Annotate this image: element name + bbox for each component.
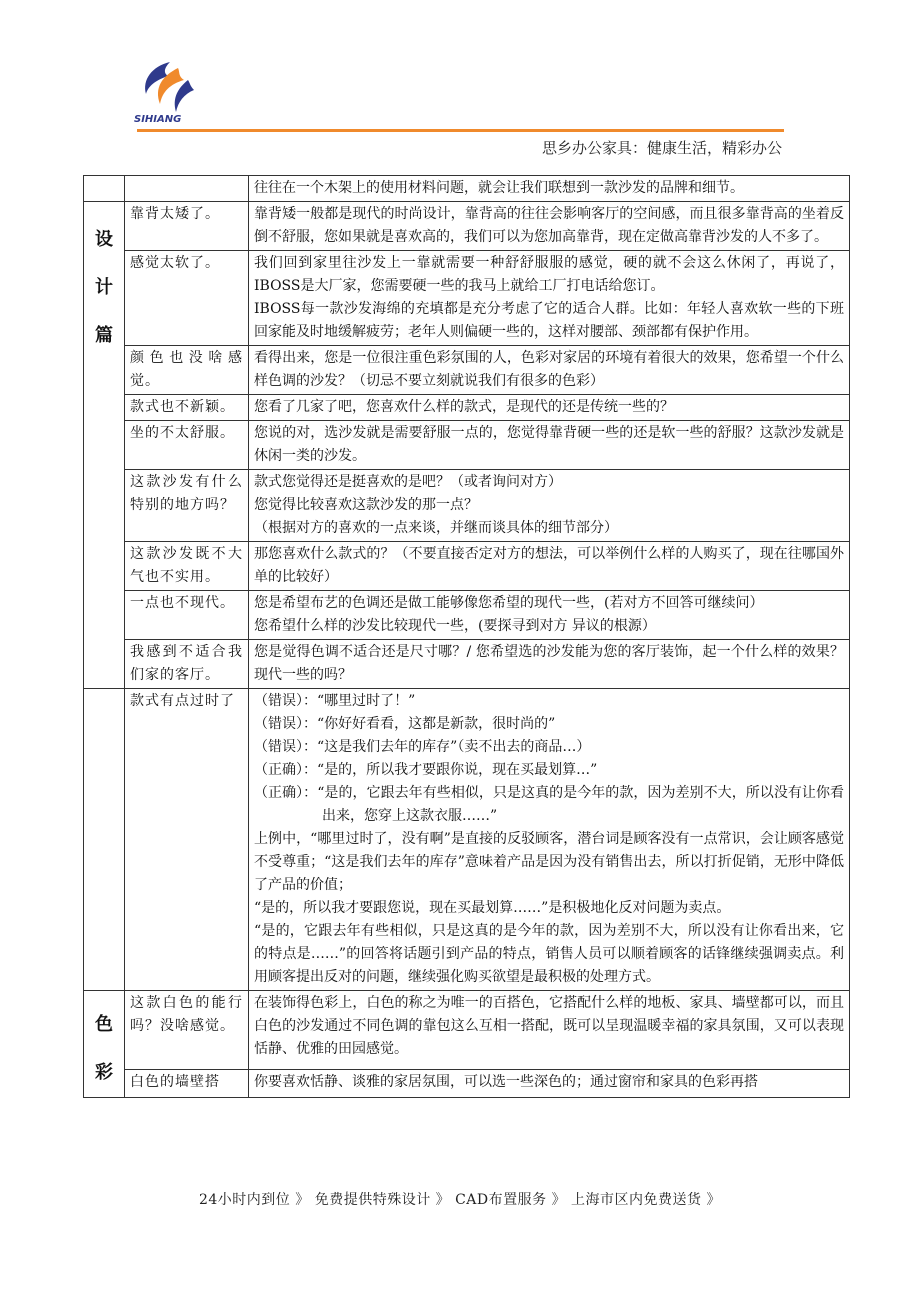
objection-cell: 这款白色的能行吗？没啥感觉。 xyxy=(125,991,249,1070)
objection-cell xyxy=(125,176,249,202)
logo-text: SIHIANG xyxy=(134,114,182,125)
category-design xyxy=(84,202,125,689)
objection-cell: 白色的墙壁搭 xyxy=(125,1069,249,1097)
table-row xyxy=(84,470,850,542)
answer-cell: 您是希望布艺的色调还是做工能够像您希望的现代一些，(若对方不回答可继续问） 您希望什么样的沙发比较现代一些，(要探寻到对方 异议的根源） xyxy=(249,591,850,640)
answer-cell: 在装饰得色彩上，白色的称之为唯一的百搭色，它搭配什么样的地板、家具、墙壁都可以，而且白色的沙发通过不同色调的靠包这么互相一搭配，既可以呈现温暖幸福的家具氛围，又可以表现恬静、优雅的田园感觉。 xyxy=(249,991,850,1070)
category-cell xyxy=(84,176,125,202)
answer-cell: 您是觉得色调不适合还是尺寸哪？/ 您希望选的沙发能为您的客厅装饰，起一个什么样的效果？现代一些的吗？ xyxy=(249,640,850,689)
objection-cell: 款式有点过时了 xyxy=(125,689,249,991)
objection-cell: 我感到不适合我们家的客厅。 xyxy=(125,640,249,689)
company-logo xyxy=(132,58,202,130)
answer-cell: 您说的对，选沙发就是需要舒服一点的，您觉得靠背硬一些的还是软一些的舒服？这款沙发就是休闲一类的沙发。 xyxy=(249,421,850,470)
objection-cell: 感觉太软了。 xyxy=(125,251,249,346)
objection-cell: 颜色也没啥感觉。 xyxy=(125,346,249,395)
answer-cell: 靠背矮一般都是现代的时尚设计，靠背高的往往会影响客厅的空间感，而且很多靠背高的坐着反倒不舒服，您如果就是喜欢高的，我们可以为您加高靠背，现在定做高靠背沙发的人不多了。 xyxy=(249,202,850,251)
answer-cell: （错误）：“哪里过时了！” （错误）：“你好好看看，这都是新款，很时尚的” （错误）：“这是我们去年的库存”（卖不出去的商品…） （正确）：“是的，所以我才要跟你说，现在买最划算…” （正确）：“是的，它跟去年有些相似，只是这真的是今年的款，因为差别不大，所以没有让你看出来，您穿上这款衣服……” 上例中，“哪里过时了，没有啊”是直接的反驳顾客，潜台词是顾客没有一点常识，会让顾客感觉不受尊重；“这是我们去年的库存”意味着产品是因为没有销售出去，所以打折促销，无形中降低了产品的价值； “是的，所以我才要跟您说，现在买最划算……”是积极地化反对问题为卖点。 “是的，它跟去年有些相似，只是这真的是今年的款，因为差别不大，所以没有让你看出来，它的特点是……”的回答将话题引到产品的特点，销售人员可以顺着顾客的话锋继续强调卖点。利用顾客提出反对的问题，继续强化购买欲望是最积极的处理方式。 xyxy=(249,689,850,991)
category-label: 计 xyxy=(95,277,113,298)
answer-cell: 看得出来，您是一位很注重色彩氛围的人，色彩对家居的环境有着很大的效果，您希望一个什么样色调的沙发？（切忌不要立刻就说我们有很多的色彩） xyxy=(249,346,850,395)
table-row xyxy=(84,346,850,395)
table-row xyxy=(84,640,850,689)
answer-cell: 你要喜欢恬静、谈雅的家居氛围，可以选一些深色的；通过窗帘和家具的色彩再搭 xyxy=(249,1069,850,1097)
objection-cell: 款式也不新颖。 xyxy=(125,395,249,421)
category-color xyxy=(84,991,125,1098)
answer-cell: 款式您觉得还是挺喜欢的是吧？（或者询问对方） 您觉得比较喜欢这款沙发的那一点？ （根据对方的喜欢的一点来谈，并继而谈具体的细节部分） xyxy=(249,470,850,542)
table-row xyxy=(84,1069,850,1097)
category-label: 设 xyxy=(95,229,113,250)
answer-cell: 您看了几家了吧，您喜欢什么样的款式，是现代的还是传统一些的？ xyxy=(249,395,850,421)
table-row xyxy=(84,689,850,991)
category-cell xyxy=(84,689,125,991)
objection-cell: 这款沙发有什么特别的地方吗？ xyxy=(125,470,249,542)
objection-cell: 一点也不现代。 xyxy=(125,591,249,640)
table-row xyxy=(84,395,850,421)
table-row xyxy=(84,591,850,640)
answer-cell: 那您喜欢什么款式的？（不要直接否定对方的想法，可以举例什么样的人购买了，现在往哪国外单的比较好） xyxy=(249,542,850,591)
answer-cell: 往往在一个木架上的使用材料问题，就会让我们联想到一款沙发的品牌和细节。 xyxy=(249,176,850,202)
objection-cell: 这款沙发既不大气也不实用。 xyxy=(125,542,249,591)
category-label: 篇 xyxy=(95,325,113,346)
category-label: 彩 xyxy=(95,1062,113,1083)
objection-table xyxy=(83,175,850,1098)
footer-services: 24小时内到位 》 免费提供特殊设计 》 CAD布置服务 》 上海市区内免费送货 》 xyxy=(198,1192,721,1208)
table-row xyxy=(84,991,850,1070)
header-slogan: 思乡办公家具：健康生活，精彩办公 xyxy=(541,139,782,157)
objection-cell: 坐的不太舒服。 xyxy=(125,421,249,470)
category-label: 色 xyxy=(95,1014,113,1035)
objection-cell: 靠背太矮了。 xyxy=(125,202,249,251)
table-row xyxy=(84,542,850,591)
table-row xyxy=(84,421,850,470)
table-row xyxy=(84,176,850,202)
table-row xyxy=(84,202,850,251)
answer-cell: 我们回到家里往沙发上一靠就需要一种舒舒服服的感觉，硬的就不会这么休闲了，再说了，IBOSS是大厂家，您需要硬一些的我马上就给工厂打电话给您订。 IBOSS每一款沙发海绵的充填都是充分考虑了它的适合人群。比如：年轻人喜欢软一些的下班回家能及时地缓解疲劳；老年人则偏硬一些的，这样对腰部、颈部都有保护作用。 xyxy=(249,251,850,346)
header-rule xyxy=(137,129,784,132)
table-row xyxy=(84,251,850,346)
